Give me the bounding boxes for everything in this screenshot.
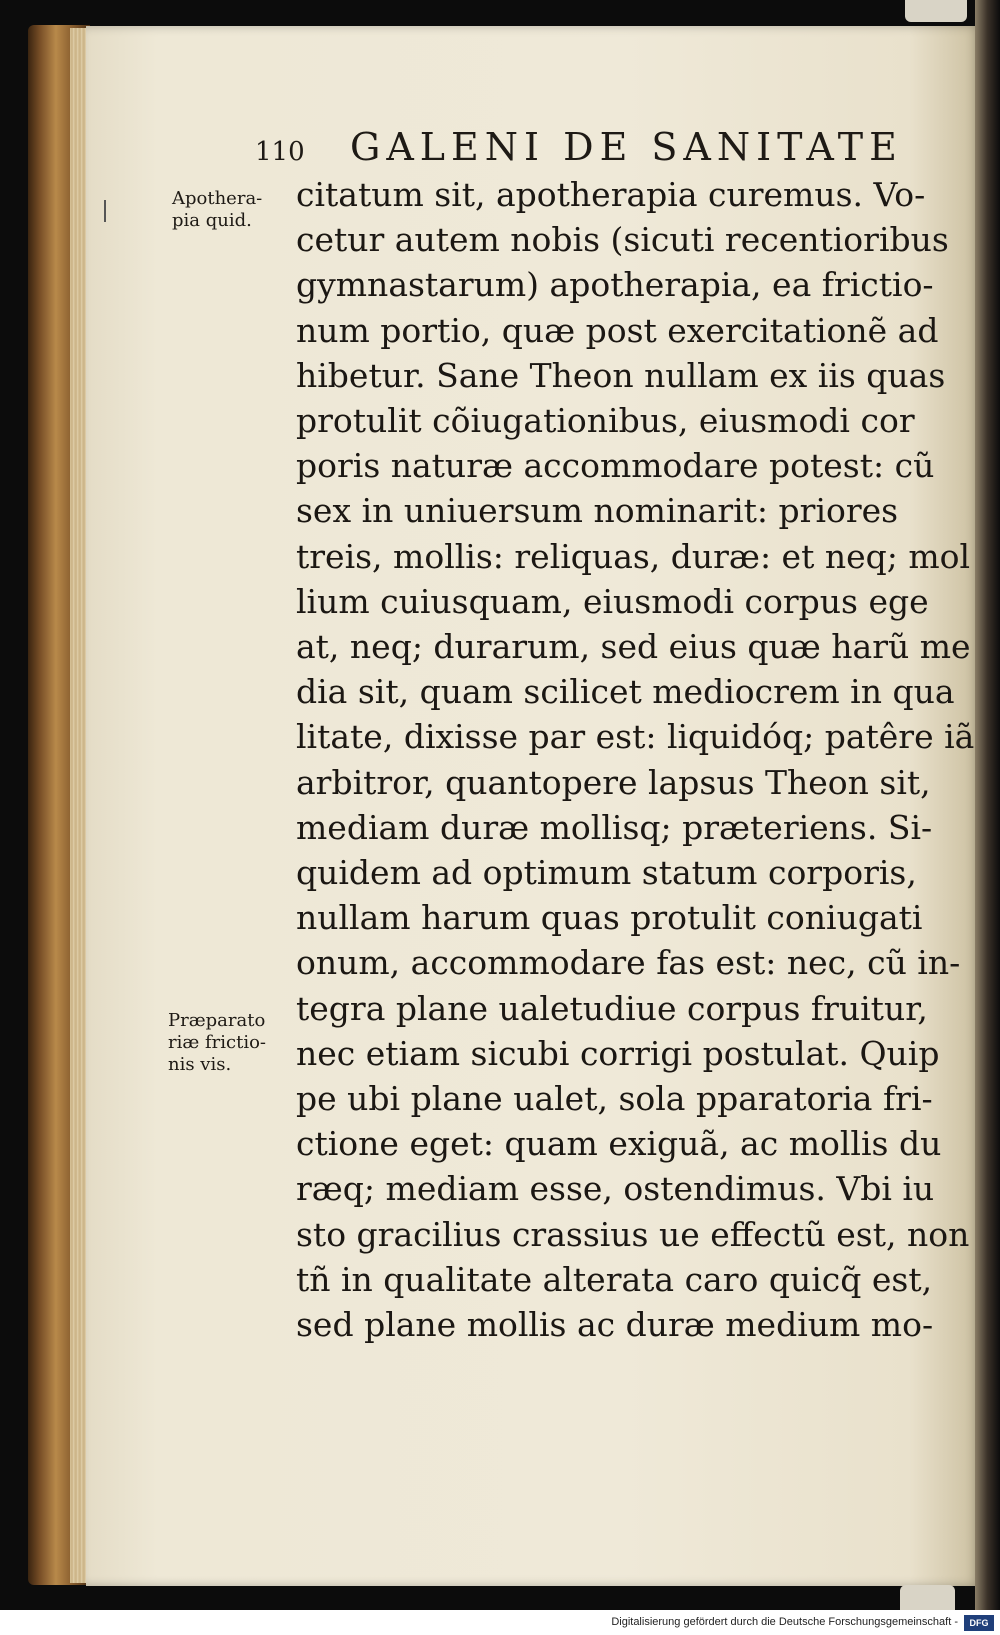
digitization-footer — [0, 1612, 1000, 1635]
funding-credit: Digitalisierung gefördert durch die Deutsche Forschungsgemeinschaft - — [611, 1616, 958, 1628]
text-line: lium cuiusquam, eiusmodi corpus ege — [296, 581, 929, 621]
text-line: litate, dixisse par est: liquidóq; patêre iã — [296, 717, 975, 757]
text-line: onum, accommodare fas est: nec, cũ in- — [296, 943, 961, 983]
text-line: sed plane mollis ac duræ medium mo- — [296, 1305, 934, 1345]
text-line: poris naturæ accommodare potest: cũ — [296, 446, 935, 486]
dfg-logo: DFG — [964, 1615, 994, 1631]
text-line: nec etiam sicubi corrigi postulat. Quip — [296, 1033, 940, 1073]
text-line: pe ubi plane ualet, sola pparatoria fri- — [296, 1079, 933, 1119]
running-head — [255, 125, 935, 169]
text-line: gymnastarum) apotherapia, ea frictio- — [296, 265, 934, 305]
marginal-note-line: Præparato — [168, 1010, 266, 1031]
text-line: hibetur. Sane Theon nullam ex iis quas — [296, 355, 946, 395]
bottom-paper-tab — [900, 1585, 955, 1610]
text-line: citatum sit, apotherapia curemus. Vo- — [296, 175, 926, 214]
pencil-mark — [104, 200, 106, 222]
page-number: 110 — [255, 137, 305, 167]
marginal-note-line: riæ frictio- — [168, 1032, 267, 1053]
text-line: sto gracilius crassius ue effectũ est, non — [296, 1214, 970, 1254]
marginal-note-line: pia quid. — [172, 210, 252, 231]
text-line: dia sit, quam scilicet mediocrem in qua — [296, 672, 955, 712]
text-line: protulit cõiugationibus, eiusmodi cor — [296, 401, 915, 441]
text-line: sex in uniuersum nominarit: priores — [296, 491, 899, 531]
text-line: num portio, quæ post exercitationẽ ad — [296, 310, 939, 350]
text-line: at, neq; durarum, sed eius quæ harũ me — [296, 627, 971, 667]
marginal-note-praeparatoria — [168, 1010, 266, 1076]
marginal-note-apotherapia — [172, 188, 262, 232]
marginal-note-line: Apothera- — [172, 188, 263, 209]
text-line: quidem ad optimum statum corporis, — [296, 853, 917, 893]
body-text — [296, 172, 975, 1347]
running-title: GALENI DE SANITATE — [350, 125, 903, 169]
text-line: treis, mollis: reliquas, duræ: et neq; mol — [296, 536, 971, 576]
right-page-edge — [975, 0, 1000, 1610]
marginal-note-line: nis vis. — [168, 1054, 232, 1075]
text-line: ræq; mediam esse, ostendimus. Vbi iu — [296, 1169, 935, 1209]
text-line: arbitror, quantopere lapsus Theon sit, — [296, 762, 931, 802]
top-paper-tab — [905, 0, 967, 22]
text-line: mediam duræ mollisq; præteriens. Si- — [296, 807, 933, 847]
text-line: nullam harum quas protulit coniugati — [296, 898, 923, 938]
text-line: tñ in qualitate alterata caro quicq̃ est, — [296, 1259, 933, 1299]
text-line: tegra plane ualetudiue corpus fruitur, — [296, 988, 928, 1028]
text-line: ctione eget: quam exiguã, ac mollis du — [296, 1124, 942, 1164]
text-line: cetur autem nobis (sicuti recentioribus — [296, 220, 949, 260]
